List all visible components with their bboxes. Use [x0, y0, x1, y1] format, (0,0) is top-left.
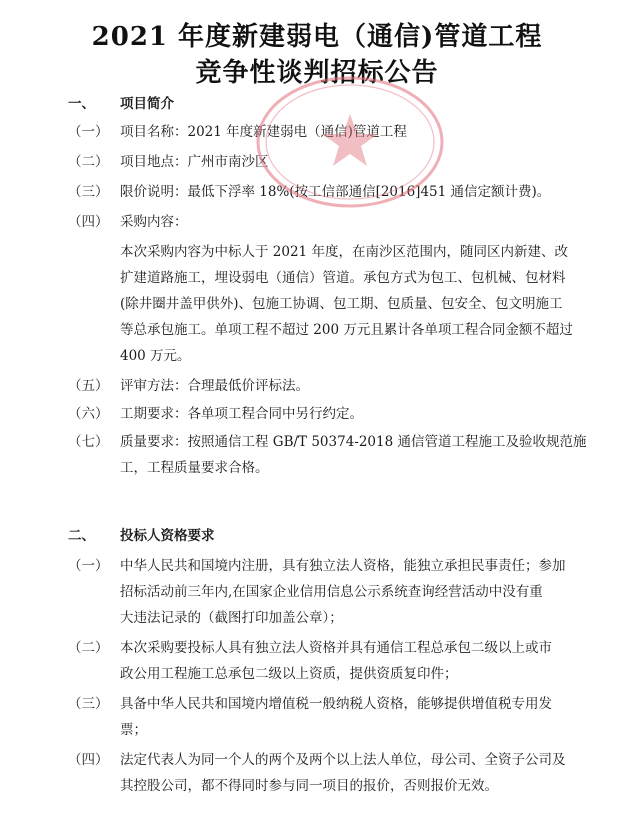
procurement-content-line1: 本次采购内容为中标人于 2021 年度，在南沙区范围内，随同区内新建、改 [120, 244, 568, 260]
document-title-line1: 2021 年度新建弱电（通信)管道工程 [91, 22, 543, 52]
s1-item6-number: （六） [68, 406, 109, 422]
section1-heading: 项目简介 [120, 96, 174, 112]
s1-item7-line1: 质量要求：按照通信工程 GB/T 50374-2018 通信管道工程施工及验收规范施 [120, 434, 587, 450]
s1-item1-text: 项目名称：2021 年度新建弱电（通信)管道工程 [120, 124, 407, 140]
s1-item2-text: 项目地点：广州市南沙区 [120, 154, 269, 170]
s1-item5-text: 评审方法：合理最低价评标法。 [120, 378, 309, 394]
procurement-content-line4: 等总承包施工。单项工程不超过 200 万元且累计各单项工程合同金额不超过 [120, 322, 573, 338]
s2-item4-line1: 法定代表人为同一个人的两个及两个以上法人单位，母公司、全资子公司及 [120, 752, 566, 768]
s2-item1-line2: 招标活动前三年内,在国家企业信用信息公示系统查询经营活动中没有重 [120, 584, 543, 600]
s1-item2-number: （二） [68, 154, 109, 170]
s2-item4-number: （四） [68, 752, 109, 768]
s2-item4-line2: 其控股公司，都不得同时参与同一项目的报价，否则报价无效。 [120, 778, 498, 794]
procurement-content-line3: (除井圈井盖甲供外)、包施工协调、包工期、包质量、包安全、包文明施工 [120, 296, 563, 312]
s1-item5-number: （五） [68, 378, 109, 394]
s2-item3-number: （三） [68, 696, 109, 712]
section2-heading: 投标人资格要求 [120, 528, 215, 544]
s2-item2-line1: 本次采购要投标人具有独立法人资格并具有通信工程总承包二级以上或市 [120, 640, 552, 656]
s1-item1-number: （一） [68, 124, 109, 140]
s2-item1-line3: 大违法记录的（截图打印加盖公章）； [120, 610, 343, 626]
procurement-content-line2: 扩建道路施工，埋设弱电（通信）管道。承包方式为包工、包机械、包材料 [120, 270, 566, 286]
s2-item2-number: （二） [68, 640, 109, 656]
s1-item4-text: 采购内容： [120, 214, 188, 230]
document-title-line2: 竞争性谈判招标公告 [195, 58, 439, 88]
s2-item1-number: （一） [68, 558, 109, 574]
section1-number: 一、 [68, 96, 95, 112]
company-seal-stamp [250, 72, 450, 212]
s1-item3-number: （三） [68, 184, 109, 200]
s1-item7-line2: 工，工程质量要求合格。 [120, 460, 269, 476]
s1-item4-number: （四） [68, 214, 109, 230]
s2-item3-line1: 具备中华人民共和国境内增值税一般纳税人资格，能够提供增值税专用发 [120, 696, 552, 712]
s2-item3-line2: 票； [120, 722, 147, 738]
s1-item7-number: （七） [68, 434, 109, 450]
section2-number: 二、 [68, 528, 95, 544]
s2-item1-line1: 中华人民共和国境内注册，具有独立法人资格，能独立承担民事责任；参加 [120, 558, 566, 574]
s2-item2-line2: 政公用工程施工总承包二级以上资质，提供资质复印件； [120, 666, 458, 682]
procurement-content-line5: 400 万元。 [120, 348, 191, 364]
s1-item3-text: 限价说明：最低下浮率 18%(按工信部通信[2016]451 通信定额计费)。 [120, 184, 551, 200]
s1-item6-text: 工期要求：各单项工程合同中另行约定。 [120, 406, 363, 422]
